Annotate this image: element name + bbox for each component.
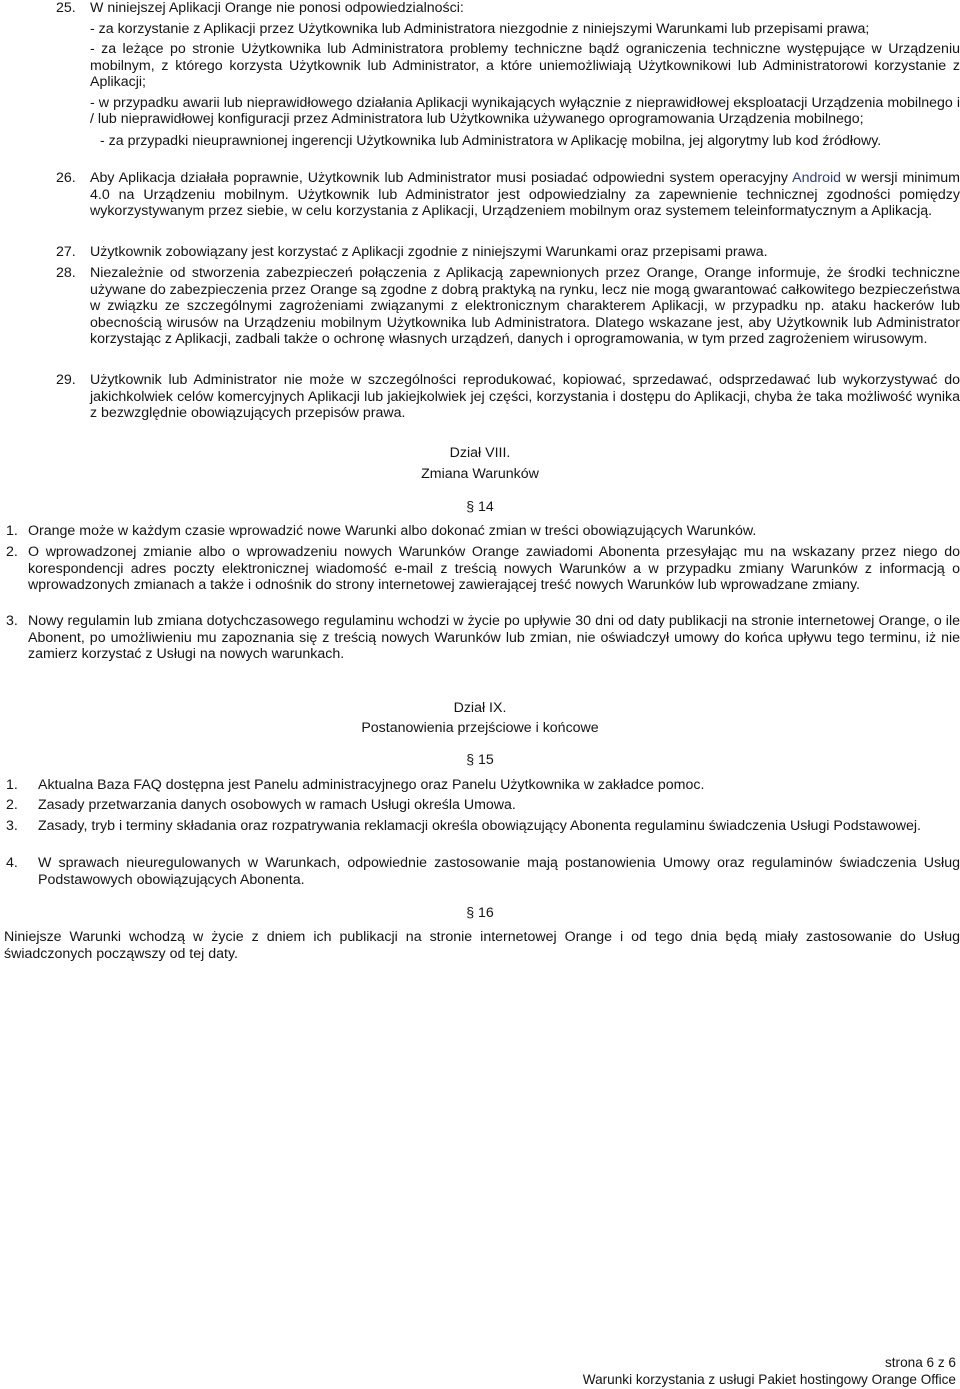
clause-number: 25. (56, 0, 76, 16)
clause-text-b: w wersji minimum 4.0 na Urządzeniu mobilnym. Użytkownik lub Administrator jest odpowiedzialny za zapewnienie technicznej zgodności pomiędzy wykorzystywanym przez siebie, w celu korzystania z Aplikacji, Urządzeniem mobilnym oraz systemem teleinformatycznym a Aplikacją. (90, 170, 960, 219)
item-number: 2. (6, 544, 18, 560)
clause-body: Użytkownik zobowiązany jest korzystać z Aplikacji zgodnie z niniejszymi Warunkami oraz przepisami prawa. (90, 244, 768, 260)
item-text: Zasady przetwarzania danych osobowych w ramach Usługi określa Umowa. (38, 797, 516, 813)
section-subtitle: Postanowienia przejściowe i końcowe (361, 720, 599, 736)
item-number: 3. (6, 613, 18, 629)
paragraph-mark: § 16 (466, 905, 494, 921)
item-text: Nowy regulamin lub zmiana dotychczasowego regulaminu wchodzi w życie po upływie 30 dni od daty publikacji na stronie internetowej Orange, o ile Abonent, po umożliwieniu mu zapoznania się z treścią nowych Warunków lub zmian, nie oświadczył umowy do końca upływu tego terminu, iż nie zamierz korzystać z Usługi na nowych warunkach. (28, 613, 960, 662)
clause-number: 26. (56, 170, 76, 186)
item-number: 2. (6, 797, 18, 813)
clause-dash-3: - w przypadku awarii lub nieprawidłowego działania Aplikacji wynikających wyłącznie z nieprawidłowej eksploatacji Urządzenia mobilnego i / lub nieprawidłowej konfiguracji przez Administratora lub Użytkownika używanego oprogramowania Urządzenia mobilnego; (90, 94, 960, 127)
section-title: Dział IX. (453, 700, 507, 716)
paragraph-mark: § 15 (466, 752, 494, 768)
footer-document-title: Warunki korzystania z usługi Pakiet hostingowy Orange Office (582, 1372, 956, 1387)
item-number: 1. (6, 523, 18, 539)
section-subtitle: Zmiana Warunków (421, 466, 539, 482)
android-term: Android (792, 170, 842, 186)
item-number: 4. (6, 855, 18, 871)
item-text: Zasady, tryb i terminy składania oraz rozpatrywania reklamacji określa obowiązujący Abonenta regulaminu świadczenia Usługi Podstawowej. (38, 818, 921, 834)
item-text: Aktualna Baza FAQ dostępna jest Panelu administracyjnego oraz Panelu Użytkownika w zakładce pomoc. (38, 777, 705, 793)
clause-dash-2: - za leżące po stronie Użytkownika lub Administratora problemy techniczne bądź ograniczenia techniczne występujące w Urządzeniu mobilnym, z którego korzysta Użytkownik lub Administrator, a które uniemożliwiają Użytkownikowi lub Administratorowi korzystanie z Aplikacji; (90, 41, 960, 90)
clause-body (90, 170, 960, 220)
page-number: strona 6 z 6 (884, 1355, 956, 1370)
item-number: 3. (6, 818, 18, 834)
clause-number: 29. (56, 372, 76, 388)
item-text: W sprawach nieuregulowanych w Warunkach, odpowiednie zastosowanie mają postanowienia Umowy oraz regulaminów świadczenia Usług Podstawowych obowiązujących Abonenta. (38, 855, 960, 888)
paragraph-mark: § 14 (466, 499, 494, 515)
clause-body: Niezależnie od stworzenia zabezpieczeń połączenia z Aplikacją zapewnionych przez Orange, Orange informuje, że środki techniczne używane do zabezpieczenia przez Orange są zgodne z dobrą praktyką na rynku, lecz nie mogą gwarantować całkowitego bezpieczeństwa w związku ze szczególnymi zagrożeniami związanymi z elektronicznym charakterem Aplikacji, w przypadku np. ataku hackerów lub obecnością wirusów na Urządzeniu mobilnym Użytkownika lub Administratora. Dlatego wskazane jest, aby Użytkownik lub Administrator korzystając z Aplikacji, zadbali także o ochronę własnych urządzeń, danych i oprogramowania, w tym przed zagrożeniem wirusowym. (90, 265, 960, 347)
clause-body (90, 0, 960, 149)
clause-intro: W niniejszej Aplikacji Orange nie ponosi odpowiedzialności: (90, 0, 464, 16)
clause-dash-4: - za przypadki nieuprawnionej ingerencji Użytkownika lub Administratora w Aplikację mobilna, jej algorytmy lub kod źródłowy. (100, 132, 882, 149)
clause-number: 27. (56, 244, 76, 260)
clause-body: Użytkownik lub Administrator nie może w szczególności reprodukować, kopiować, sprzedawać, odsprzedawać lub wykorzystywać do jakichkolwiek celów komercyjnych Aplikacji lub jakiejkolwiek jej części, korzystania i dostępu do Aplikacji, chyba że taka możliwość wynika z bezwzględnie obowiązujących przepisów prawa. (90, 372, 960, 421)
clause-text-a: Aby Aplikacja działała poprawnie, Użytkownik lub Administrator musi posiadać odpowiedni system operacyjny (90, 170, 788, 186)
clause-dash-1: - za korzystanie z Aplikacji przez Użytkownika lub Administratora niezgodnie z niniejszymi Warunkami lub przepisami prawa; (90, 20, 870, 37)
final-provision: Niniejsze Warunki wchodzą w życie z dniem ich publikacji na stronie internetowej Orange i od tego dnia będą miały zastosowanie do Usług świadczonych począwszy od tej daty. (4, 929, 960, 962)
section-title: Dział VIII. (449, 445, 511, 461)
item-text: O wprowadzonej zmianie albo o wprowadzeniu nowych Warunków Orange zawiadomi Abonenta przesyłając mu na wskazany przez niego do korespondencji adres poczty elektronicznej wiadomość e-mail z treścią nowych Warunków a w przypadku zmiany Warunków z informacją o wprowadzonych zmianach a także i odnośnik do strony internetowej zawierającej treść nowych Warunków lub wprowadzane zmiany. (28, 544, 960, 593)
item-number: 1. (6, 777, 18, 793)
item-text: Orange może w każdym czasie wprowadzić nowe Warunki albo dokonać zmian w treści obowiązujących Warunków. (28, 523, 757, 539)
clause-number: 28. (56, 265, 76, 281)
